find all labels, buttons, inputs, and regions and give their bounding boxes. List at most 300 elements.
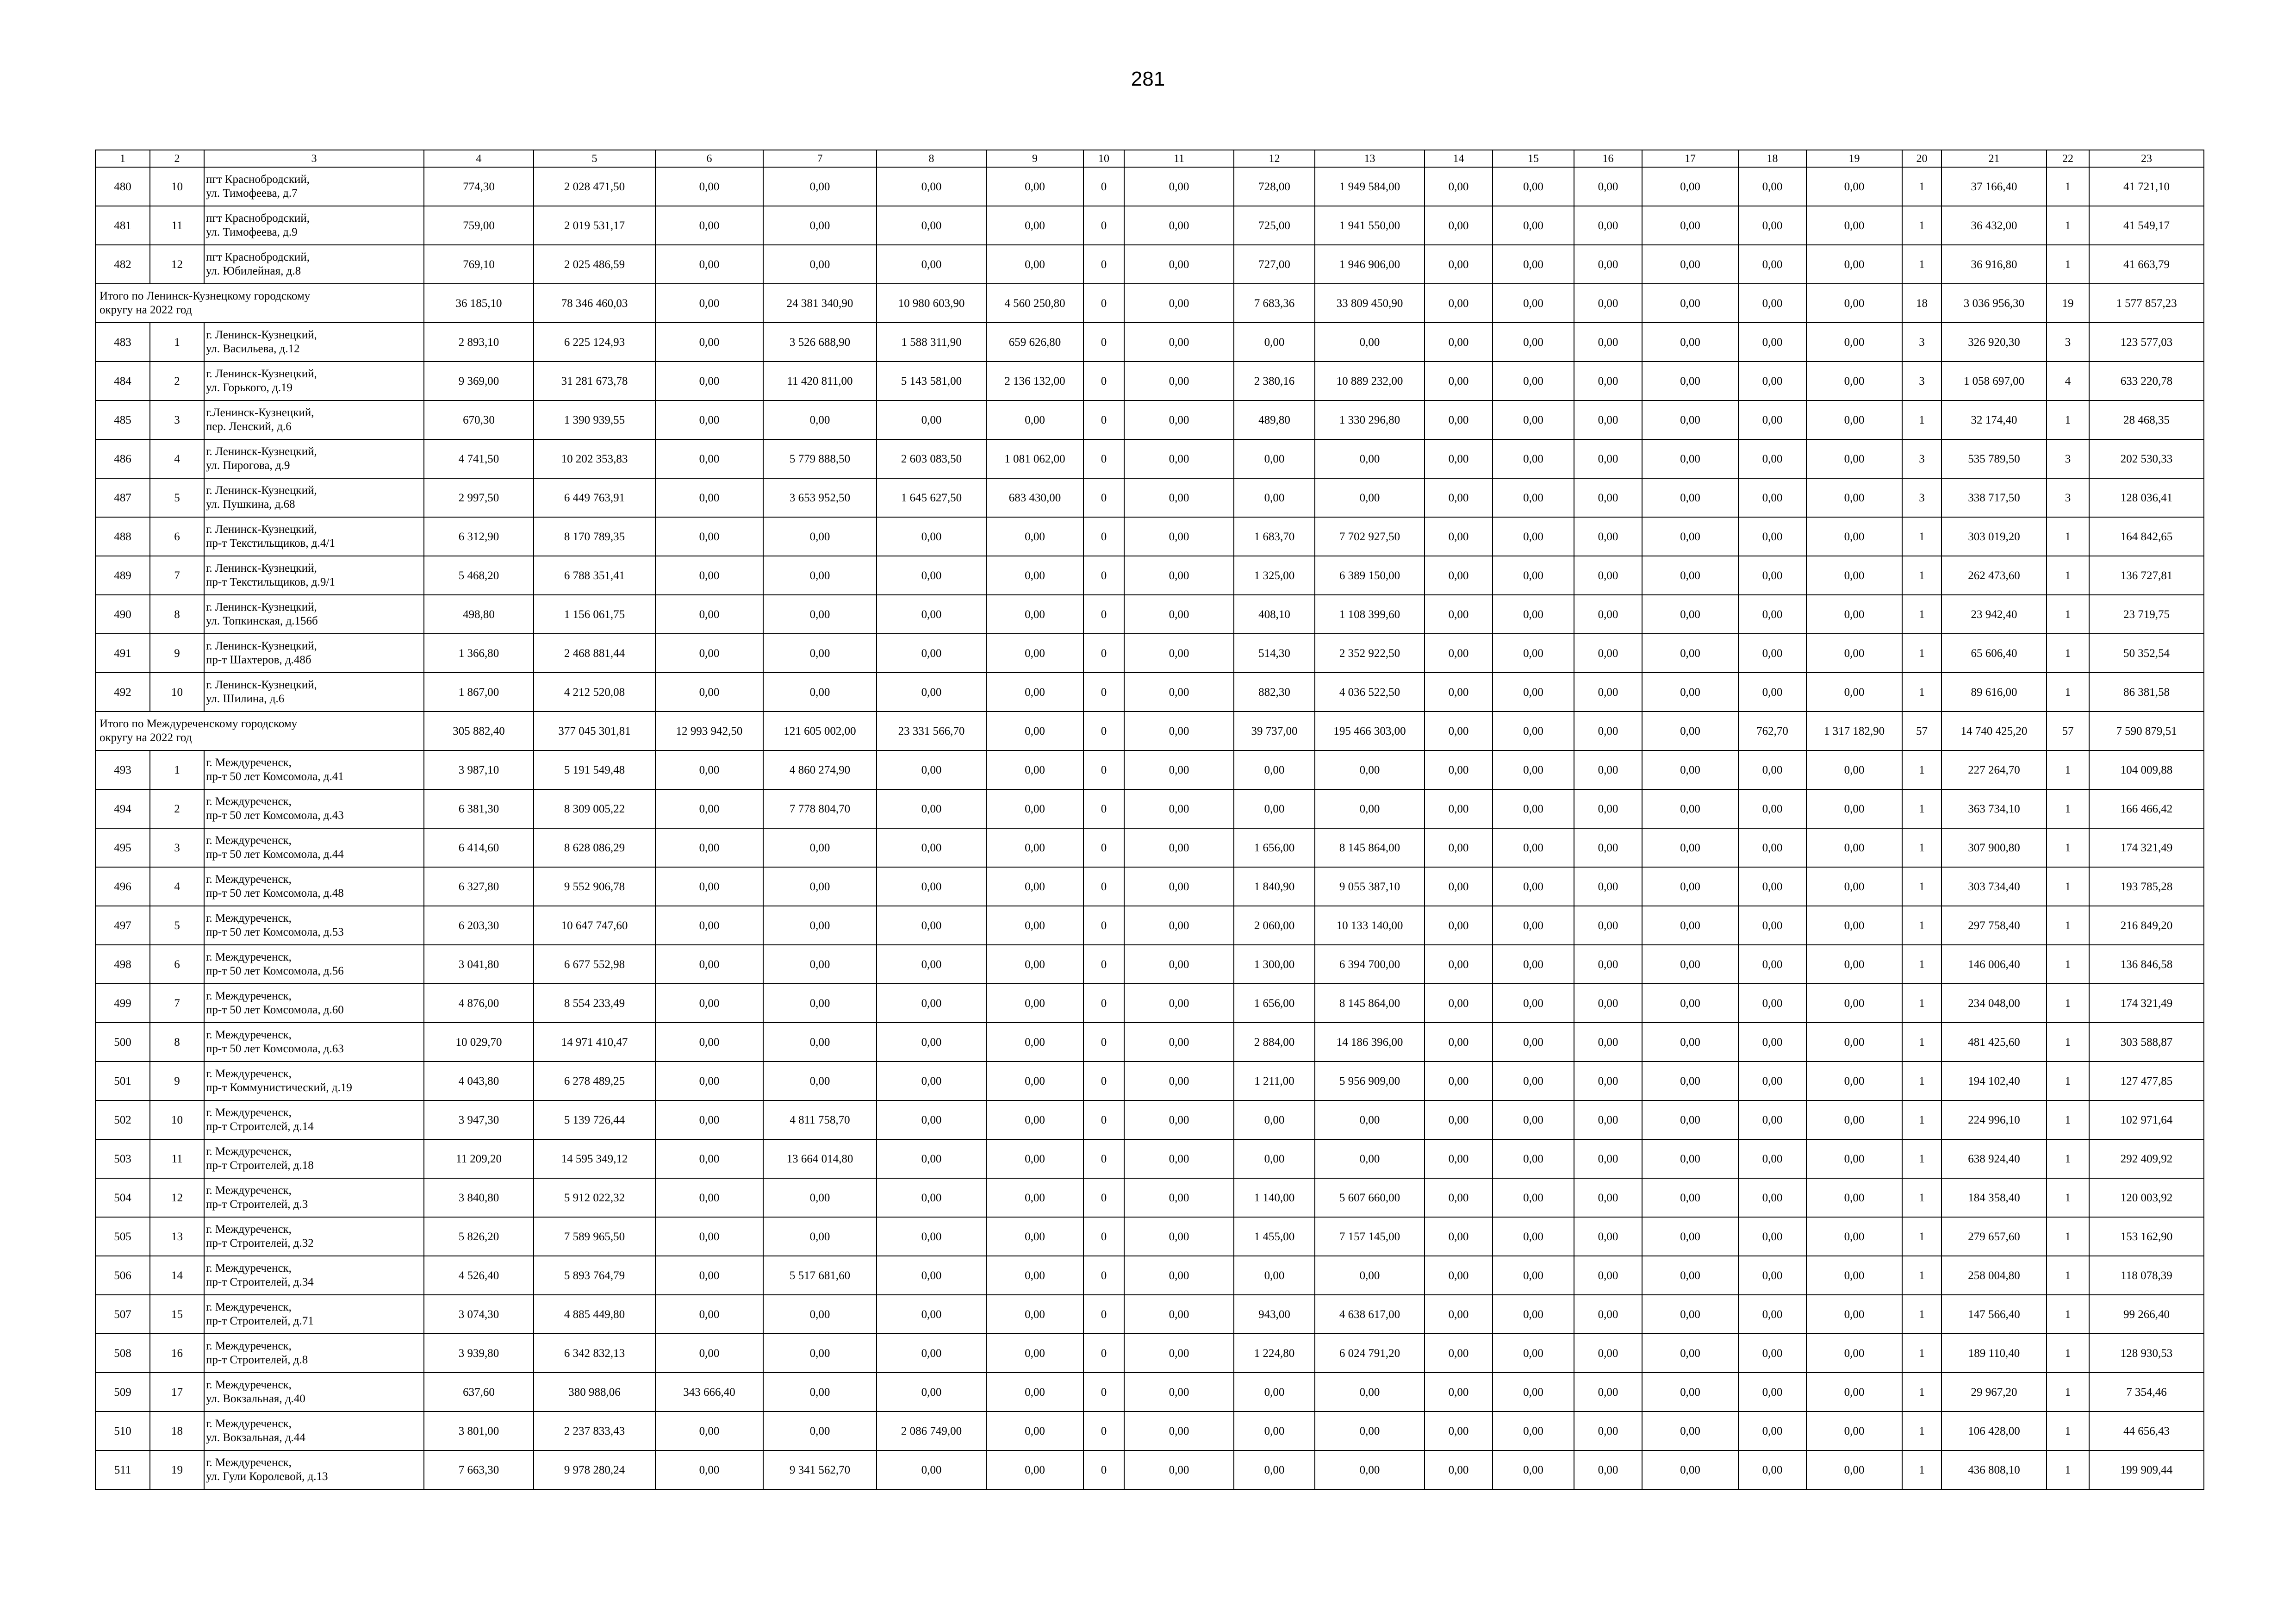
value-cell: 0,00 [877,634,986,673]
table-row [95,362,2204,400]
address-line: ул. Пушкина, д.68 [206,498,295,511]
value-cell: 0,00 [1806,945,1902,984]
value-cell: 0 [1083,634,1124,673]
value-cell: 774,30 [424,167,534,206]
value-cell: 0,00 [1642,828,1738,867]
value-cell: 4 036 522,50 [1315,673,1425,712]
register-table [95,150,2204,1490]
value-cell: 5 468,20 [424,556,534,595]
value-cell: 0,00 [1493,906,1574,945]
value-cell: 0,00 [1574,1295,1642,1334]
value-cell: 1 [2047,595,2089,634]
value-cell: 10 647 747,60 [534,906,655,945]
value-cell: 303 588,87 [2089,1023,2204,1062]
value-cell: 86 381,58 [2089,673,2204,712]
value-cell: 7 157 145,00 [1315,1217,1425,1256]
value-cell: 0,00 [655,1217,763,1256]
local-number-cell: 7 [150,984,204,1023]
value-cell: 0,00 [1738,284,1806,323]
value-cell: 29 967,20 [1941,1373,2047,1412]
value-cell: 0,00 [1425,362,1493,400]
value-cell: 0,00 [1738,945,1806,984]
value-cell: 1 [1902,1373,1941,1412]
address-line: пр-т Строителей, д.71 [206,1315,314,1327]
value-cell: 1 [2047,1139,2089,1178]
value-cell: 0,00 [986,1062,1083,1100]
value-cell: 1 [1902,1295,1941,1334]
row-id-cell: 480 [95,167,150,206]
value-cell: 0,00 [1425,712,1493,750]
value-cell: 292 409,92 [2089,1139,2204,1178]
value-cell: 147 566,40 [1941,1295,2047,1334]
value-cell: 0,00 [1493,1062,1574,1100]
value-cell: 41 663,79 [2089,245,2204,284]
address-line: г. Междуреченск, [206,1301,292,1313]
value-cell: 0,00 [763,1217,877,1256]
value-cell: 3 041,80 [424,945,534,984]
value-cell: 6 449 763,91 [534,478,655,517]
value-cell: 1 [1902,867,1941,906]
value-cell: 659 626,80 [986,323,1083,362]
table-row [95,439,2204,478]
value-cell: 0,00 [763,673,877,712]
address-line: ул. Тимофеева, д.7 [206,187,298,200]
value-cell: 0,00 [877,1373,986,1412]
value-cell: 0,00 [1124,673,1234,712]
value-cell: 0,00 [877,1178,986,1217]
local-number-cell: 3 [150,400,204,439]
value-cell: 1 [2047,867,2089,906]
value-cell: 0,00 [1574,206,1642,245]
value-cell: 0,00 [1493,284,1574,323]
value-cell: 0,00 [763,634,877,673]
value-cell: 41 721,10 [2089,167,2204,206]
address-line: г. Междуреченск, [206,795,292,808]
row-id-cell: 507 [95,1295,150,1334]
value-cell: 0,00 [655,789,763,828]
address-cell [204,1178,424,1217]
value-cell: 0,00 [1642,1178,1738,1217]
address-cell [204,1295,424,1334]
value-cell: 0,00 [1806,1412,1902,1450]
local-number-cell: 10 [150,673,204,712]
value-cell: 0 [1083,867,1124,906]
value-cell: 0,00 [1425,245,1493,284]
value-cell: 0,00 [1425,673,1493,712]
value-cell: 5 779 888,50 [763,439,877,478]
value-cell: 0,00 [1425,595,1493,634]
value-cell: 224 996,10 [1941,1100,2047,1139]
value-cell: 0,00 [763,1178,877,1217]
value-cell: 0,00 [1574,400,1642,439]
value-cell: 1 [2047,1178,2089,1217]
value-cell: 1 058 697,00 [1941,362,2047,400]
value-cell: 683 430,00 [986,478,1083,517]
local-number-cell: 12 [150,245,204,284]
value-cell: 0,00 [763,167,877,206]
value-cell: 0 [1083,828,1124,867]
address-cell [204,1100,424,1139]
local-number-cell: 1 [150,750,204,789]
address-line: ул. Юбилейная, д.8 [206,265,301,277]
value-cell: 0,00 [1574,1139,1642,1178]
local-number-cell: 11 [150,206,204,245]
subtotal-label [95,284,424,323]
value-cell: 0,00 [1425,984,1493,1023]
value-cell: 0,00 [1425,1334,1493,1373]
address-line: ул. Топкинская, д.156б [206,615,318,627]
address-line: пгт Краснобродский, [206,212,310,225]
row-id-cell: 497 [95,906,150,945]
row-id-cell: 503 [95,1139,150,1178]
value-cell: 436 808,10 [1941,1450,2047,1489]
value-cell: 0,00 [1738,245,1806,284]
value-cell: 7 589 965,50 [534,1217,655,1256]
value-cell: 0,00 [1425,750,1493,789]
value-cell: 0,00 [655,1295,763,1334]
value-cell: 1 [1902,1334,1941,1373]
value-cell: 136 846,58 [2089,945,2204,984]
value-cell: 0,00 [655,945,763,984]
column-number-cell: 19 [1806,150,1902,167]
value-cell: 146 006,40 [1941,945,2047,984]
value-cell: 0,00 [763,1062,877,1100]
value-cell: 0,00 [1738,906,1806,945]
local-number-cell: 15 [150,1295,204,1334]
value-cell: 1 656,00 [1234,984,1315,1023]
address-cell [204,323,424,362]
address-line: пр-т 50 лет Комсомола, д.56 [206,965,344,977]
value-cell: 11 420 811,00 [763,362,877,400]
value-cell: 2 468 881,44 [534,634,655,673]
address-cell [204,1450,424,1489]
value-cell: 0,00 [1806,439,1902,478]
value-cell: 0 [1083,478,1124,517]
value-cell: 0,00 [1425,1373,1493,1412]
value-cell: 0 [1083,556,1124,595]
value-cell: 2 019 531,17 [534,206,655,245]
subtotal-label-line: округу на 2022 год [100,731,192,744]
value-cell: 0,00 [1738,167,1806,206]
value-cell: 0,00 [1738,1178,1806,1217]
value-cell: 2 884,00 [1234,1023,1315,1062]
address-cell [204,1373,424,1412]
value-cell: 0,00 [1493,712,1574,750]
value-cell: 0,00 [1642,945,1738,984]
value-cell: 0,00 [1425,478,1493,517]
value-cell: 1 108 399,60 [1315,595,1425,634]
row-id-cell: 511 [95,1450,150,1489]
address-line: г. Ленинск-Кузнецкий, [206,445,317,458]
value-cell: 0,00 [1124,867,1234,906]
value-cell: 0,00 [1806,867,1902,906]
table-row [95,1334,2204,1373]
address-cell [204,1139,424,1178]
address-line: пр-т Строителей, д.18 [206,1159,314,1172]
value-cell: 0,00 [1234,1373,1315,1412]
value-cell: 0,00 [877,167,986,206]
table-row [95,1023,2204,1062]
value-cell: 0,00 [1124,906,1234,945]
value-cell: 1 [1902,1062,1941,1100]
value-cell: 1 [2047,673,2089,712]
value-cell: 0,00 [655,750,763,789]
value-cell: 0 [1083,1334,1124,1373]
value-cell: 3 [2047,439,2089,478]
address-cell [204,206,424,245]
value-cell: 128 036,41 [2089,478,2204,517]
value-cell: 0,00 [877,1062,986,1100]
address-line: ул. Шилина, д.6 [206,693,285,705]
value-cell: 0,00 [1738,1062,1806,1100]
column-number-cell: 5 [534,150,655,167]
value-cell: 0,00 [655,1412,763,1450]
value-cell: 307 900,80 [1941,828,2047,867]
value-cell: 0,00 [1124,1100,1234,1139]
value-cell: 0 [1083,789,1124,828]
address-line: г. Ленинск-Кузнецкий, [206,368,317,380]
value-cell: 4 043,80 [424,1062,534,1100]
value-cell: 4 526,40 [424,1256,534,1295]
value-cell: 0,00 [1738,1217,1806,1256]
value-cell: 481 425,60 [1941,1023,2047,1062]
value-cell: 0,00 [763,595,877,634]
value-cell: 0 [1083,167,1124,206]
local-number-cell: 10 [150,1100,204,1139]
value-cell: 6 389 150,00 [1315,556,1425,595]
value-cell: 0 [1083,206,1124,245]
address-cell [204,984,424,1023]
address-line: ул. Пирогова, д.9 [206,459,290,472]
value-cell: 0,00 [1806,750,1902,789]
address-line: г. Междуреченск, [206,1068,292,1080]
table-row [95,595,2204,634]
value-cell: 8 145 864,00 [1315,984,1425,1023]
value-cell: 363 734,10 [1941,789,2047,828]
value-cell: 1 [2047,1412,2089,1450]
value-cell: 0,00 [655,284,763,323]
value-cell: 1 [2047,517,2089,556]
row-id-cell: 493 [95,750,150,789]
value-cell: 725,00 [1234,206,1315,245]
column-number-cell: 8 [877,150,986,167]
value-cell: 0,00 [1425,323,1493,362]
address-line: пр-т 50 лет Комсомола, д.44 [206,848,344,861]
local-number-cell: 4 [150,439,204,478]
value-cell: 1 645 627,50 [877,478,986,517]
value-cell: 0 [1083,1178,1124,1217]
value-cell: 3 [1902,362,1941,400]
value-cell: 0,00 [1574,712,1642,750]
value-cell: 0,00 [1425,439,1493,478]
value-cell: 0,00 [1642,1295,1738,1334]
value-cell: 0,00 [877,945,986,984]
value-cell: 1 [1902,595,1941,634]
value-cell: 1 224,80 [1234,1334,1315,1373]
address-cell [204,673,424,712]
value-cell: 1 140,00 [1234,1178,1315,1217]
row-id-cell: 506 [95,1256,150,1295]
value-cell: 0,00 [655,673,763,712]
value-cell: 0 [1083,439,1124,478]
row-id-cell: 484 [95,362,150,400]
column-number-cell: 16 [1574,150,1642,167]
value-cell: 0,00 [1642,478,1738,517]
value-cell: 0,00 [1425,789,1493,828]
value-cell: 0,00 [763,945,877,984]
value-cell: 489,80 [1234,400,1315,439]
value-cell: 0,00 [1738,1450,1806,1489]
value-cell: 0,00 [655,517,763,556]
address-cell [204,362,424,400]
value-cell: 0,00 [1124,634,1234,673]
value-cell: 1 [1902,206,1941,245]
value-cell: 0,00 [1425,1412,1493,1450]
value-cell: 0,00 [1574,1334,1642,1373]
table-row [95,1217,2204,1256]
address-line: пр-т 50 лет Комсомола, д.60 [206,1004,344,1016]
value-cell: 0,00 [1642,439,1738,478]
value-cell: 0,00 [986,167,1083,206]
value-cell: 3 036 956,30 [1941,284,2047,323]
value-cell: 6 203,30 [424,906,534,945]
value-cell: 5 912 022,32 [534,1178,655,1217]
local-number-cell: 17 [150,1373,204,1412]
value-cell: 189 110,40 [1941,1334,2047,1373]
address-line: пр-т 50 лет Комсомола, д.48 [206,887,344,899]
address-line: г. Ленинск-Кузнецкий, [206,329,317,341]
value-cell: 0 [1083,1023,1124,1062]
value-cell: 637,60 [424,1373,534,1412]
subtotal-label-line: Итого по Ленинск-Кузнецкому городскому [100,290,311,302]
value-cell: 0,00 [1574,595,1642,634]
value-cell: 0,00 [1315,1450,1425,1489]
table-row [95,167,2204,206]
value-cell: 0,00 [986,945,1083,984]
value-cell: 0,00 [1574,1178,1642,1217]
value-cell: 2 997,50 [424,478,534,517]
value-cell: 0,00 [1124,517,1234,556]
value-cell: 0,00 [1493,245,1574,284]
value-cell: 0,00 [1738,400,1806,439]
value-cell: 0,00 [1124,284,1234,323]
address-line: пр-т 50 лет Комсомола, д.53 [206,926,344,938]
value-cell: 0,00 [1493,1412,1574,1450]
value-cell: 7 590 879,51 [2089,712,2204,750]
value-cell: 0,00 [655,984,763,1023]
value-cell: 0,00 [877,556,986,595]
address-line: пгт Краснобродский, [206,173,310,186]
value-cell: 670,30 [424,400,534,439]
value-cell: 1 366,80 [424,634,534,673]
address-line: г. Ленинск-Кузнецкий, [206,484,317,497]
value-cell: 0,00 [655,206,763,245]
value-cell: 166 466,42 [2089,789,2204,828]
value-cell: 0,00 [655,400,763,439]
value-cell: 0,00 [986,1023,1083,1062]
row-id-cell: 481 [95,206,150,245]
value-cell: 7 778 804,70 [763,789,877,828]
address-line: пр-т Строителей, д.8 [206,1354,308,1366]
value-cell: 10 980 603,90 [877,284,986,323]
subtotal-label-line: Итого по Междуреченскому городскому [100,718,298,730]
value-cell: 0,00 [1425,1295,1493,1334]
value-cell: 1 [2047,1100,2089,1139]
value-cell: 3 987,10 [424,750,534,789]
column-number-cell: 15 [1493,150,1574,167]
value-cell: 0 [1083,362,1124,400]
value-cell: 0,00 [986,517,1083,556]
value-cell: 1 300,00 [1234,945,1315,984]
value-cell: 0,00 [1493,400,1574,439]
value-cell: 3 526 688,90 [763,323,877,362]
value-cell: 5 893 764,79 [534,1256,655,1295]
value-cell: 0,00 [877,1334,986,1373]
value-cell: 0,00 [1124,439,1234,478]
value-cell: 728,00 [1234,167,1315,206]
value-cell: 10 889 232,00 [1315,362,1425,400]
value-cell: 0,00 [1493,206,1574,245]
value-cell: 0,00 [1642,1062,1738,1100]
value-cell: 638 924,40 [1941,1139,2047,1178]
address-line: г. Междуреченск, [206,873,292,886]
value-cell: 0,00 [877,789,986,828]
value-cell: 0,00 [1124,750,1234,789]
value-cell: 0,00 [1425,167,1493,206]
column-number-cell: 13 [1315,150,1425,167]
address-line: пр-т Строителей, д.14 [206,1120,314,1133]
address-line: г. Ленинск-Кузнецкий, [206,679,317,691]
local-number-cell: 14 [150,1256,204,1295]
value-cell: 5 517 681,60 [763,1256,877,1295]
value-cell: 0,00 [986,712,1083,750]
value-cell: 1 [2047,1217,2089,1256]
table-row [95,634,2204,673]
value-cell: 121 605 002,00 [763,712,877,750]
address-line: г. Междуреченск, [206,1145,292,1158]
value-cell: 1 [1902,1256,1941,1295]
address-line: ул. Вокзальная, д.44 [206,1431,305,1444]
value-cell: 1 [2047,1062,2089,1100]
value-cell: 0,00 [1642,517,1738,556]
value-cell: 0,00 [1642,323,1738,362]
value-cell: 0,00 [1806,1295,1902,1334]
value-cell: 1 [1902,1100,1941,1139]
local-number-cell: 12 [150,1178,204,1217]
value-cell: 1 [2047,245,2089,284]
value-cell: 0,00 [1574,1023,1642,1062]
value-cell: 0,00 [1124,1256,1234,1295]
value-cell: 0,00 [877,1450,986,1489]
value-cell: 0,00 [655,1450,763,1489]
row-id-cell: 488 [95,517,150,556]
value-cell: 0,00 [655,634,763,673]
value-cell: 0,00 [1124,478,1234,517]
value-cell: 184 358,40 [1941,1178,2047,1217]
value-cell: 0,00 [877,867,986,906]
value-cell: 0 [1083,1139,1124,1178]
value-cell: 0,00 [763,245,877,284]
value-cell: 1 [1902,984,1941,1023]
address-line: г. Междуреченск, [206,1029,292,1041]
address-line: г. Междуреченск, [206,1223,292,1236]
row-id-cell: 510 [95,1412,150,1450]
value-cell: 0,00 [1315,750,1425,789]
value-cell: 136 727,81 [2089,556,2204,595]
value-cell: 326 920,30 [1941,323,2047,362]
address-cell [204,167,424,206]
value-cell: 0,00 [655,478,763,517]
